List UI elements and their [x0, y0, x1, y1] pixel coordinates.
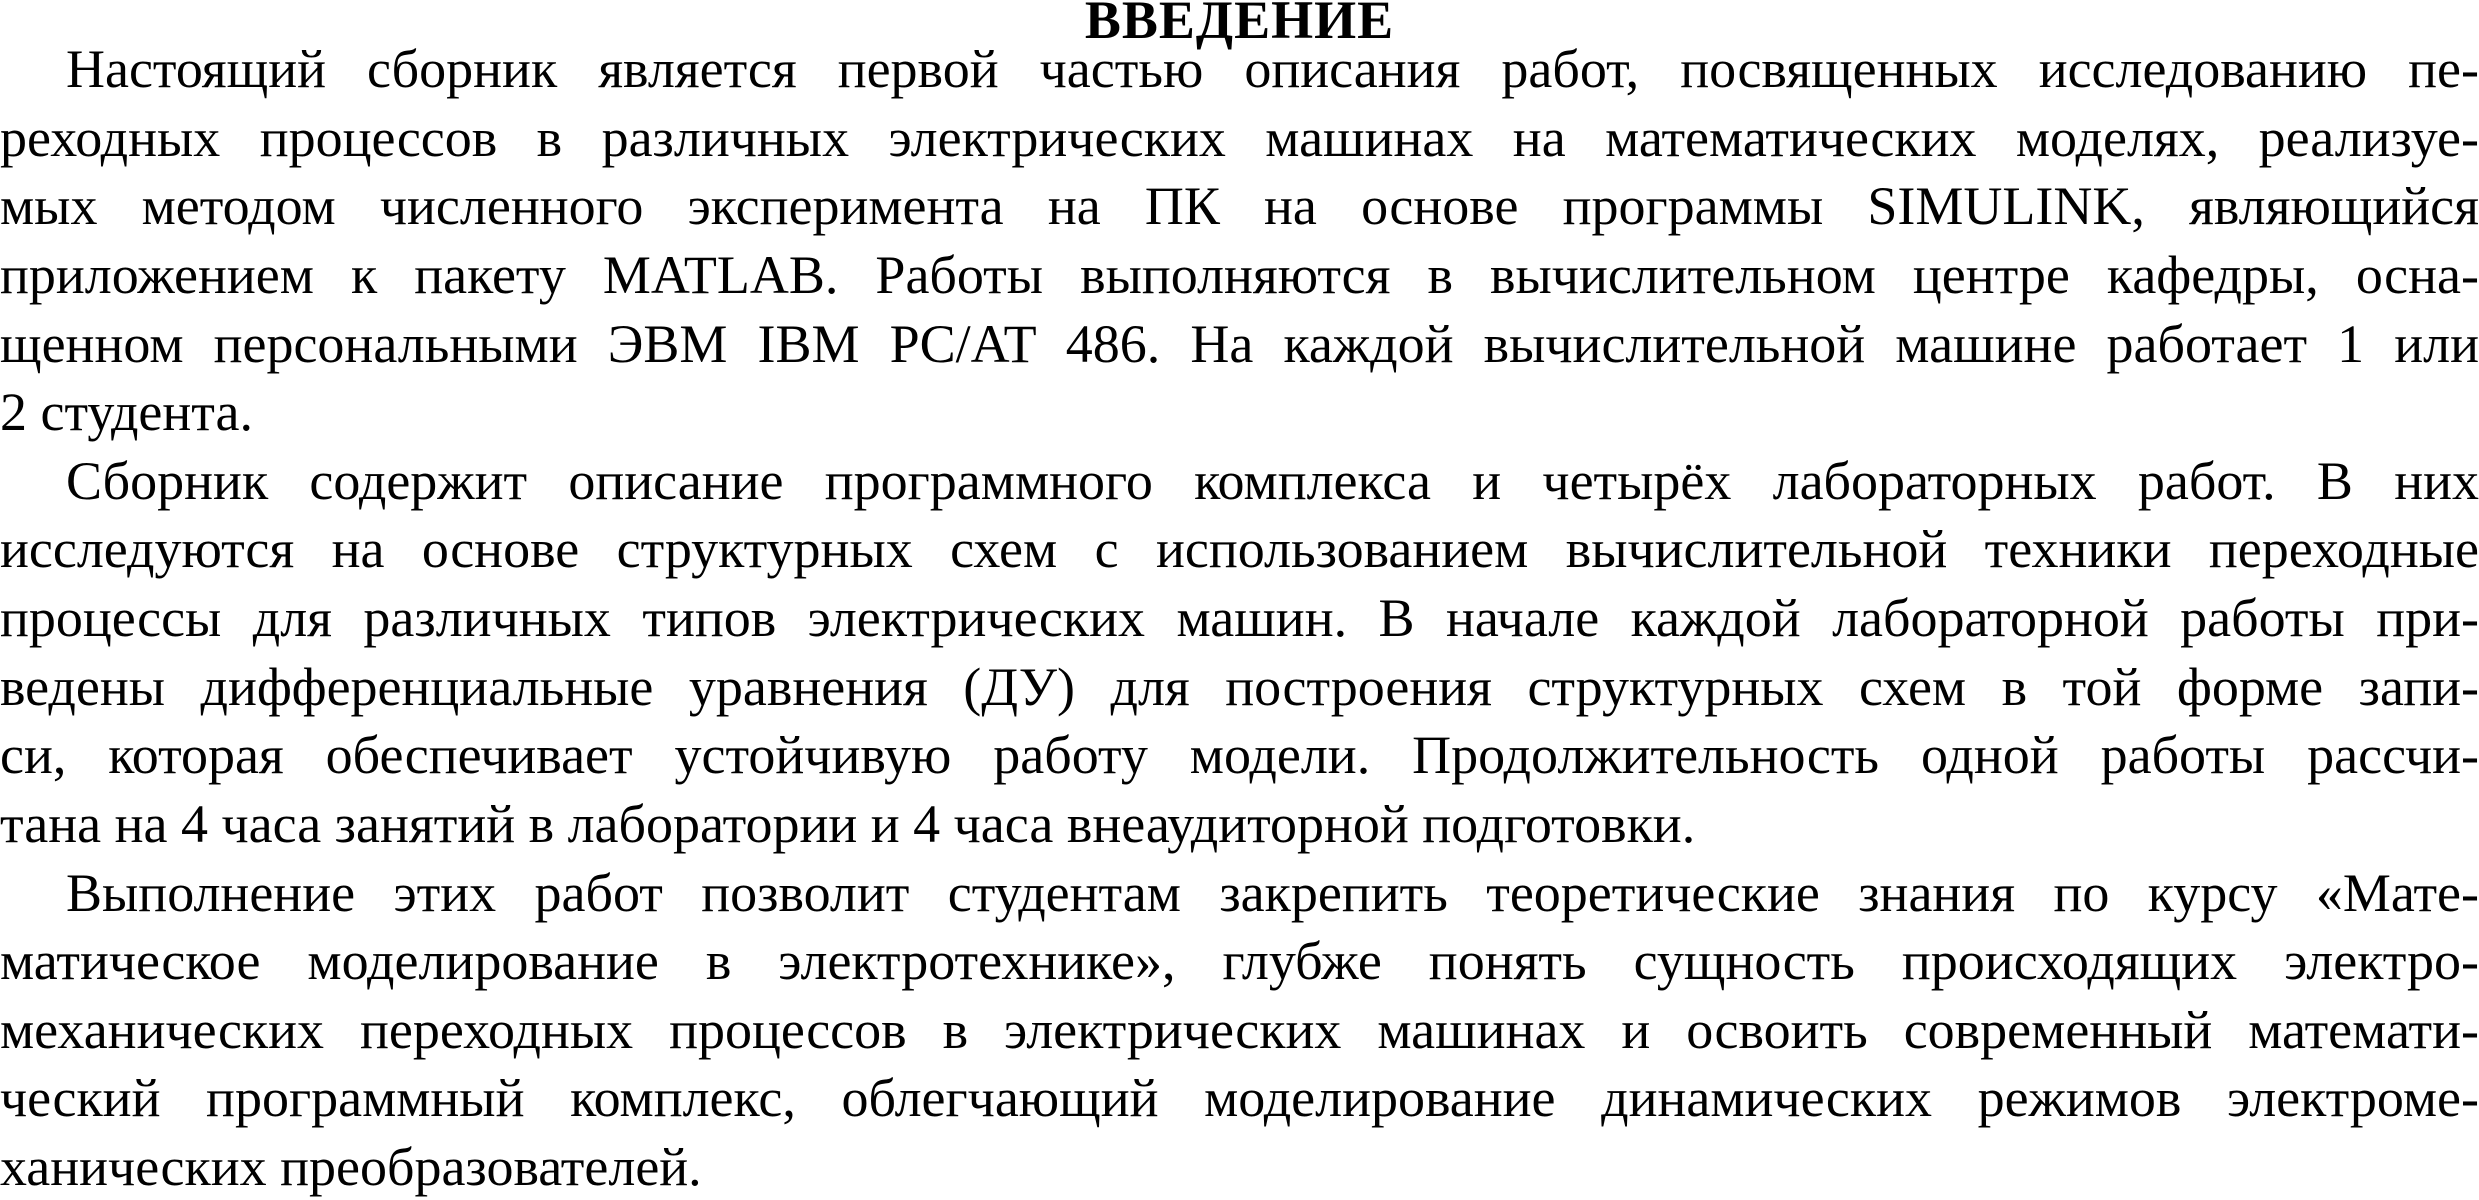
paragraph-3-line-1: Выполнение этих работ позволит студентам закрепить теоретические знания по курсу «Мате-	[66, 862, 2479, 923]
paragraph-2-line-3: процессы для различных типов электрических машин. В начале каждой лабораторной работы при-	[0, 588, 2479, 648]
paragraph-2-line-5: си, которая обеспечивает устойчивую работу модели. Продолжительность одной работы рассчи-	[0, 725, 2479, 786]
paragraph-1-line-6: 2 студента.	[0, 382, 254, 443]
paragraph-2-line-4: ведены дифференциальные уравнения (ДУ) для построения структурных схем в той форме запи-	[0, 656, 2479, 717]
page-title: ВВЕДЕНИЕ	[1084, 0, 1395, 50]
paragraph-3-line-2: матическое моделирование в электротехнике», глубже понять сущность происходящих электро-	[0, 931, 2479, 992]
paragraph-1-line-1: Настоящий сборник является первой частью описания работ, посвященных исследованию пе-	[66, 39, 2479, 99]
paragraph-3-line-5: ханических преобразователей.	[0, 1137, 702, 1197]
paragraph-3-line-4: ческий программный комплекс, облегчающий моделирование динамических режимов электроме-	[0, 1068, 2479, 1129]
paragraph-1-line-5: щенном персональными ЭВМ IBM PC/AT 486. На каждой вычислительной машине работает 1 или	[0, 313, 2479, 374]
paragraph-1-line-3: мых методом численного эксперимента на ПК на основе программы SIMULINK, являющийся	[0, 176, 2479, 237]
paragraph-2-line-2: исследуются на основе структурных схем с использованием вычислительной техники переходные	[0, 519, 2479, 580]
paragraph-2-line-6: тана на 4 часа занятий в лаборатории и 4 часа внеаудиторной подготовки.	[0, 793, 1696, 854]
paragraph-1-line-2: реходных процессов в различных электрических машинах на математических моделях, реализуе-	[0, 107, 2479, 168]
paragraph-2-line-1: Сборник содержит описание программного комплекса и четырёх лабораторных работ. В них	[66, 450, 2479, 511]
paragraph-3-line-3: механических переходных процессов в электрических машинах и освоить современный математи-	[0, 999, 2479, 1060]
paragraph-1-line-4: приложением к пакету MATLAB. Работы выполняются в вычислительном центре кафедры, осна-	[0, 244, 2479, 305]
